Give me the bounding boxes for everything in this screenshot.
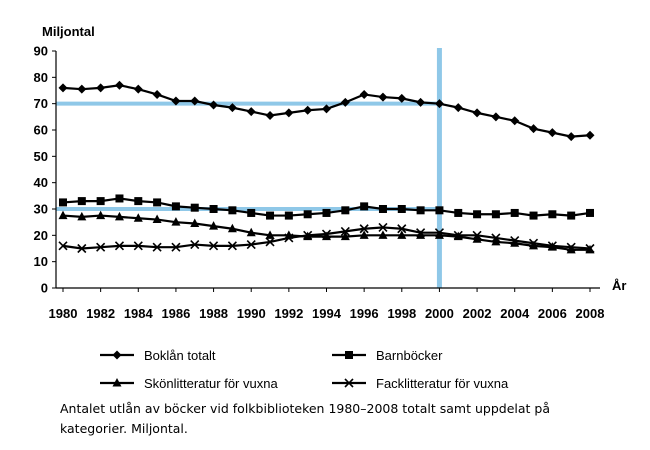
x-tick-label: 1984 bbox=[123, 306, 153, 321]
point-marker bbox=[397, 94, 406, 103]
x-tick-label: 1982 bbox=[86, 306, 116, 321]
point-marker bbox=[284, 108, 293, 117]
point-marker bbox=[417, 206, 425, 214]
point-marker bbox=[172, 202, 180, 210]
x-tick-label: 1994 bbox=[312, 306, 341, 321]
x-tick-label: 2002 bbox=[462, 306, 492, 321]
point-marker bbox=[529, 124, 538, 133]
point-marker bbox=[191, 204, 199, 212]
point-marker bbox=[510, 116, 519, 125]
point-marker bbox=[530, 212, 538, 220]
y-tick-label: 40 bbox=[33, 175, 48, 191]
legend-item-4 bbox=[332, 376, 509, 391]
point-marker bbox=[454, 209, 462, 217]
y-tick-label: 10 bbox=[33, 254, 48, 270]
point-marker bbox=[134, 197, 142, 205]
point-marker bbox=[304, 210, 312, 218]
x-axis-title: År bbox=[612, 278, 627, 293]
point-marker bbox=[266, 111, 275, 120]
point-marker bbox=[115, 81, 124, 90]
y-tick-label: 20 bbox=[33, 227, 48, 243]
x-tick-label: 2004 bbox=[500, 306, 530, 321]
series-group bbox=[59, 81, 595, 254]
point-marker bbox=[548, 210, 556, 218]
point-marker bbox=[210, 205, 218, 213]
point-marker bbox=[228, 206, 236, 214]
point-marker bbox=[567, 132, 576, 141]
point-marker bbox=[341, 206, 349, 214]
point-marker bbox=[97, 197, 105, 205]
x-tick-label: 1996 bbox=[349, 306, 379, 321]
y-tick-label: 60 bbox=[33, 122, 48, 138]
y-tick-label: 30 bbox=[33, 201, 48, 217]
legend-label: Facklitteratur för vuxna bbox=[376, 376, 509, 391]
point-marker bbox=[435, 206, 443, 214]
point-marker bbox=[473, 210, 481, 218]
point-marker bbox=[491, 112, 500, 121]
point-marker bbox=[322, 104, 331, 113]
point-marker bbox=[511, 209, 519, 217]
point-marker bbox=[77, 85, 86, 94]
point-marker bbox=[379, 205, 387, 213]
figure-caption: Antalet utlån av böcker vid folkbiblioteken 1980–2008 totalt samt uppdelat på kategorier. Miljontal. bbox=[60, 401, 550, 436]
point-marker bbox=[360, 202, 368, 210]
x-tick-label: 1980 bbox=[48, 306, 78, 321]
point-marker bbox=[115, 194, 123, 202]
point-marker bbox=[586, 209, 594, 217]
point-marker bbox=[360, 90, 369, 99]
point-marker bbox=[59, 198, 67, 206]
x-tick-label: 2008 bbox=[575, 306, 605, 321]
x-tick-label: 1986 bbox=[161, 306, 191, 321]
x-tick-label: 2006 bbox=[537, 306, 567, 321]
point-marker bbox=[285, 212, 293, 220]
y-tick-label: 90 bbox=[33, 43, 48, 59]
y-tick-label: 70 bbox=[33, 96, 48, 112]
point-marker bbox=[378, 93, 387, 102]
point-marker bbox=[586, 131, 595, 140]
legend-label: Barnböcker bbox=[376, 348, 443, 363]
legend-item-1 bbox=[100, 348, 216, 363]
y-tick-label: 0 bbox=[40, 280, 48, 296]
x-tick-label: 1988 bbox=[199, 306, 229, 321]
point-marker bbox=[153, 198, 161, 206]
point-marker bbox=[113, 351, 122, 360]
y-axis-title: Miljontal bbox=[42, 24, 95, 39]
x-tick-label: 1992 bbox=[274, 306, 304, 321]
x-tick-label: 2000 bbox=[424, 306, 454, 321]
legend-label: Boklån totalt bbox=[144, 348, 216, 363]
point-marker bbox=[492, 210, 500, 218]
point-marker bbox=[247, 107, 256, 116]
point-marker bbox=[59, 83, 68, 92]
point-marker bbox=[567, 212, 575, 220]
y-tick-label: 80 bbox=[33, 69, 48, 85]
point-marker bbox=[303, 106, 312, 115]
legend-item-3 bbox=[100, 376, 278, 391]
legend-item-2 bbox=[332, 348, 443, 363]
point-marker bbox=[454, 103, 463, 112]
point-marker bbox=[345, 351, 353, 359]
legend bbox=[100, 348, 509, 391]
x-tick-label: 1998 bbox=[387, 306, 417, 321]
x-tick-label: 1990 bbox=[236, 306, 266, 321]
point-marker bbox=[435, 99, 444, 108]
highlight-lines bbox=[56, 48, 439, 288]
point-marker bbox=[153, 90, 162, 99]
point-marker bbox=[398, 205, 406, 213]
point-marker bbox=[266, 212, 274, 220]
y-tick-label: 50 bbox=[33, 148, 48, 164]
point-marker bbox=[323, 209, 331, 217]
point-marker bbox=[134, 85, 143, 94]
point-marker bbox=[548, 128, 557, 137]
legend-label: Skönlitteratur för vuxna bbox=[144, 376, 278, 391]
point-marker bbox=[247, 209, 255, 217]
series-1 bbox=[59, 81, 595, 141]
point-marker bbox=[96, 83, 105, 92]
point-marker bbox=[78, 197, 86, 205]
point-marker bbox=[473, 108, 482, 117]
